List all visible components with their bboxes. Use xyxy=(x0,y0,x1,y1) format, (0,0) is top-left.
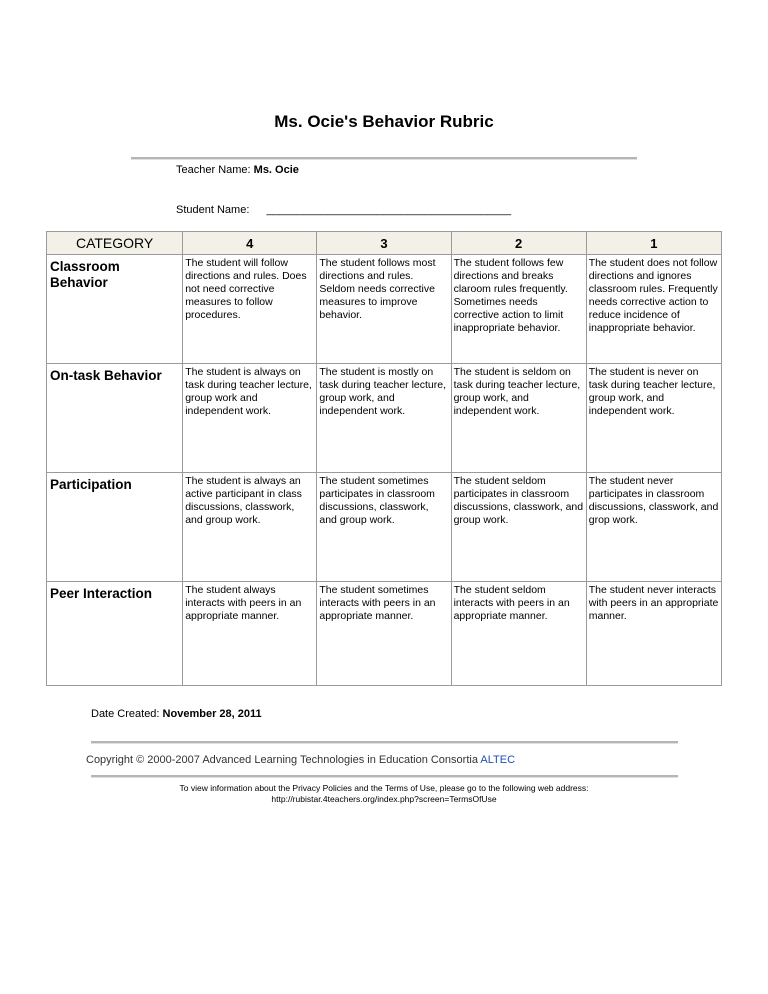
category-label: Peer Interaction xyxy=(47,582,183,686)
rubric-cell: The student is mostly on task during teacher lecture, group work, and independent work. xyxy=(317,364,451,473)
rubric-cell: The student always interacts with peers in an appropriate manner. xyxy=(183,582,317,686)
rubric-cell: The student seldom participates in classroom discussions, classwork, and group work. xyxy=(451,473,586,582)
teacher-name-line xyxy=(176,164,299,176)
student-name-line xyxy=(176,204,511,216)
category-label: On-task Behavior xyxy=(47,364,183,473)
table-header-row xyxy=(47,232,722,255)
rubric-cell: The student follows most directions and rules. Seldom needs corrective measures to improve behavior. xyxy=(317,255,451,364)
copyright-text: Copyright © 2000-2007 Advanced Learning Technologies in Education Consortia xyxy=(86,754,478,766)
divider xyxy=(91,775,678,778)
table-row xyxy=(47,364,722,473)
divider xyxy=(91,741,678,744)
header-score-3: 3 xyxy=(317,232,451,255)
divider xyxy=(131,157,637,160)
altec-link[interactable]: ALTEC xyxy=(480,754,516,766)
rubric-cell: The student is always on task during teacher lecture, group work and independent work. xyxy=(183,364,317,473)
header-score-2: 2 xyxy=(451,232,586,255)
rubric-cell: The student never participates in classroom discussions, classwork, and grop work. xyxy=(586,473,721,582)
rubric-cell: The student follows few directions and breaks claroom rules frequently. Sometimes needs corrective action to limit inappropriate behavior. xyxy=(451,255,586,364)
rubric-cell: The student is never on task during teacher lecture, group work, and independent work. xyxy=(586,364,721,473)
teacher-name-label: Teacher Name: xyxy=(176,164,251,176)
date-created-line xyxy=(91,708,262,720)
header-score-4: 4 xyxy=(183,232,317,255)
rubric-cell: The student does not follow directions and ignores classroom rules. Frequently needs corrective action to reduce incidence of inappropriate behavior. xyxy=(586,255,721,364)
terms-notice xyxy=(0,783,768,805)
category-label: Participation xyxy=(47,473,183,582)
header-category: CATEGORY xyxy=(47,232,183,255)
rubric-cell: The student sometimes interacts with peers in an appropriate manner. xyxy=(317,582,451,686)
rubric-cell: The student will follow directions and rules. Does not need corrective measures to follow procedures. xyxy=(183,255,317,364)
table-row xyxy=(47,473,722,582)
terms-text: To view information about the Privacy Policies and the Terms of Use, please go to the following web address: xyxy=(179,783,589,793)
rubric-table xyxy=(46,231,722,686)
rubric-cell: The student sometimes participates in classroom discussions, classwork, and group work. xyxy=(317,473,451,582)
student-name-blank: ________________________________________ xyxy=(266,204,512,216)
rubric-cell: The student never interacts with peers in an appropriate manner. xyxy=(586,582,721,686)
header-score-1: 1 xyxy=(586,232,721,255)
rubric-cell: The student seldom interacts with peers in an appropriate manner. xyxy=(451,582,586,686)
teacher-name-value: Ms. Ocie xyxy=(253,164,299,176)
category-label: Classroom Behavior xyxy=(47,255,183,364)
date-created-value: November 28, 2011 xyxy=(162,708,262,720)
page-title: Ms. Ocie's Behavior Rubric xyxy=(274,112,494,131)
table-row xyxy=(47,255,722,364)
terms-url: http://rubistar.4teachers.org/index.php?screen=TermsOfUse xyxy=(271,794,497,804)
rubric-cell: The student is seldom on task during teacher lecture, group work, and independent work. xyxy=(451,364,586,473)
student-name-label: Student Name: xyxy=(176,204,250,216)
date-created-label: Date Created: xyxy=(91,708,160,720)
table-row xyxy=(47,582,722,686)
copyright-line xyxy=(86,754,515,766)
rubric-cell: The student is always an active participant in class discussions, classwork, and group work. xyxy=(183,473,317,582)
